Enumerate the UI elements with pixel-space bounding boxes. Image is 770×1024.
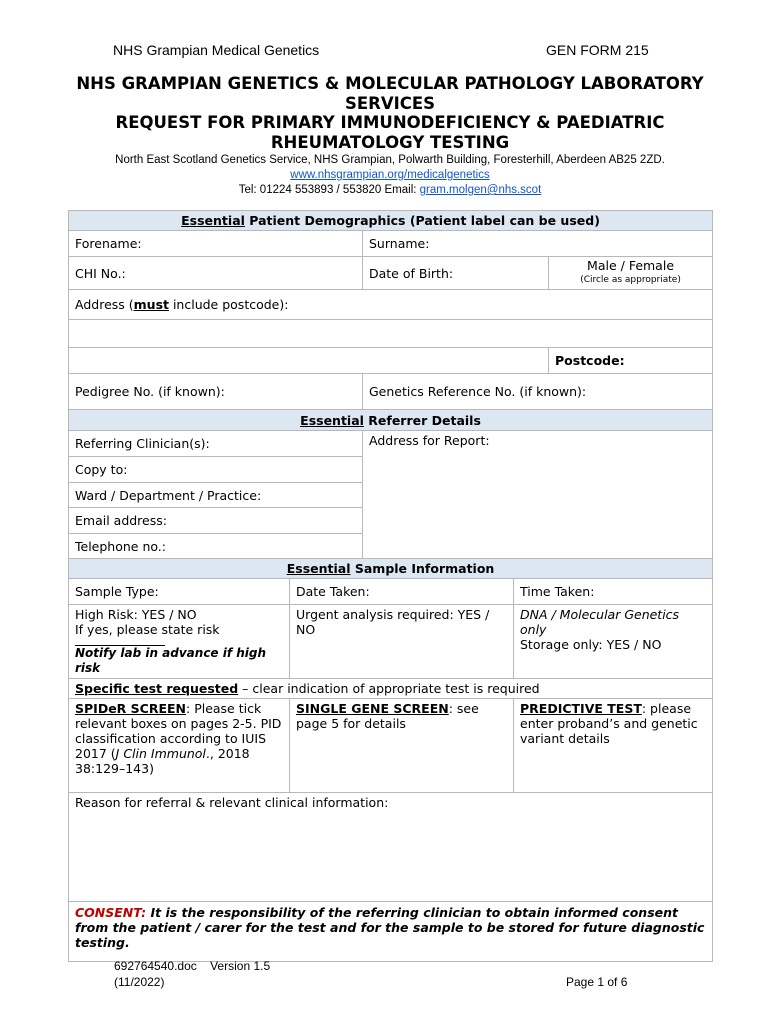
title-line-1: NHS GRAMPIAN GENETICS & MOLECULAR PATHOLOGY LABORATORY bbox=[76, 74, 704, 93]
surname-field[interactable]: Surname: bbox=[363, 231, 713, 257]
referrer-details-heading: Essential Referrer Details bbox=[69, 410, 713, 431]
footer-doc-name: 692764540.doc bbox=[114, 959, 197, 973]
urgent-analysis-field[interactable]: Urgent analysis required: YES / NO bbox=[290, 605, 514, 679]
title-line-2: SERVICES bbox=[344, 93, 436, 113]
sex-field[interactable]: Male / Female (Circle as appropriate) bbox=[549, 257, 713, 290]
patient-demographics-heading: Essential Patient Demographics (Patient label can be used) bbox=[69, 211, 713, 231]
address-field[interactable]: Address (must include postcode): bbox=[69, 290, 713, 320]
address-line-3[interactable] bbox=[69, 348, 549, 374]
time-taken-field[interactable]: Time Taken: bbox=[514, 579, 713, 605]
email-link[interactable]: gram.molgen@nhs.scot bbox=[419, 184, 542, 196]
postcode-field[interactable]: Postcode: bbox=[549, 348, 713, 374]
referring-clinician-field[interactable]: Referring Clinician(s): bbox=[69, 431, 363, 457]
sample-information-heading: Essential Sample Information bbox=[69, 559, 713, 579]
copy-to-field[interactable]: Copy to: bbox=[69, 457, 363, 483]
genetics-reference-field[interactable]: Genetics Reference No. (if known): bbox=[363, 374, 713, 410]
dna-storage-field[interactable]: DNA / Molecular Genetics only Storage only: YES / NO bbox=[514, 605, 713, 679]
sex-circle-note: (Circle as appropriate) bbox=[580, 275, 681, 285]
email-address-field[interactable]: Email address: bbox=[69, 508, 363, 534]
sample-type-field[interactable]: Sample Type: bbox=[69, 579, 290, 605]
telephone-field[interactable]: Telephone no.: bbox=[69, 534, 363, 559]
consent-statement: CONSENT: It is the responsibility of the referring clinician to obtain informed consent from the patient / carer for the test and for the sample to be stored for future diagnostic testing. bbox=[69, 902, 713, 962]
footer-date: (11/2022) bbox=[114, 975, 165, 989]
chi-number-field[interactable]: CHI No.: bbox=[69, 257, 363, 290]
header-left: NHS Grampian Medical Genetics bbox=[113, 42, 320, 58]
specific-test-heading: Specific test requested – clear indication of appropriate test is required bbox=[69, 679, 713, 699]
footer-version: Version 1.5 bbox=[210, 959, 271, 973]
footer-doc-info bbox=[114, 958, 270, 990]
website-link[interactable]: www.nhsgrampian.org/medicalgenetics bbox=[290, 169, 490, 181]
header-form-number: GEN FORM 215 bbox=[546, 42, 649, 58]
title-line-4: RHEUMATOLOGY TESTING bbox=[270, 132, 510, 152]
predictive-test-option[interactable]: PREDICTIVE TEST: please enter proband’s and genetic variant details bbox=[514, 699, 713, 793]
telephone-line: Tel: 01224 553893 / 553820 Email: bbox=[238, 184, 420, 196]
date-of-birth-field[interactable]: Date of Birth: bbox=[363, 257, 549, 290]
notify-lab-note: Notify lab in advance if high risk bbox=[75, 646, 267, 675]
ward-department-field[interactable]: Ward / Department / Practice: bbox=[69, 483, 363, 508]
lab-address: North East Scotland Genetics Service, NHS Grampian, Polwarth Building, Foresterhill, Aberdeen AB25 2ZD. bbox=[115, 154, 665, 166]
title-line-3: REQUEST FOR PRIMARY IMMUNODEFICIENCY & PAEDIATRIC bbox=[115, 113, 665, 132]
request-form-table bbox=[68, 210, 713, 962]
spider-screen-option[interactable]: SPIDeR SCREEN: Please tick relevant boxes on pages 2-5. PID classification according to IUIS 2017 (J Clin Immunol., 2018 38:129–143) bbox=[69, 699, 290, 793]
single-gene-screen-option[interactable]: SINGLE GENE SCREEN: see page 5 for details bbox=[290, 699, 514, 793]
date-taken-field[interactable]: Date Taken: bbox=[290, 579, 514, 605]
lab-address-block bbox=[40, 153, 740, 198]
address-line-2[interactable] bbox=[69, 320, 713, 348]
footer-page-number: Page 1 of 6 bbox=[566, 975, 628, 989]
pedigree-number-field[interactable]: Pedigree No. (if known): bbox=[69, 374, 363, 410]
high-risk-field[interactable]: High Risk: YES / NO If yes, please state risk Notify lab in advance if high risk bbox=[69, 605, 290, 679]
document-title bbox=[40, 74, 740, 152]
report-address-field[interactable]: Address for Report: bbox=[363, 431, 713, 559]
reason-for-referral-field[interactable]: Reason for referral & relevant clinical information: bbox=[69, 793, 713, 902]
forename-field[interactable]: Forename: bbox=[69, 231, 363, 257]
